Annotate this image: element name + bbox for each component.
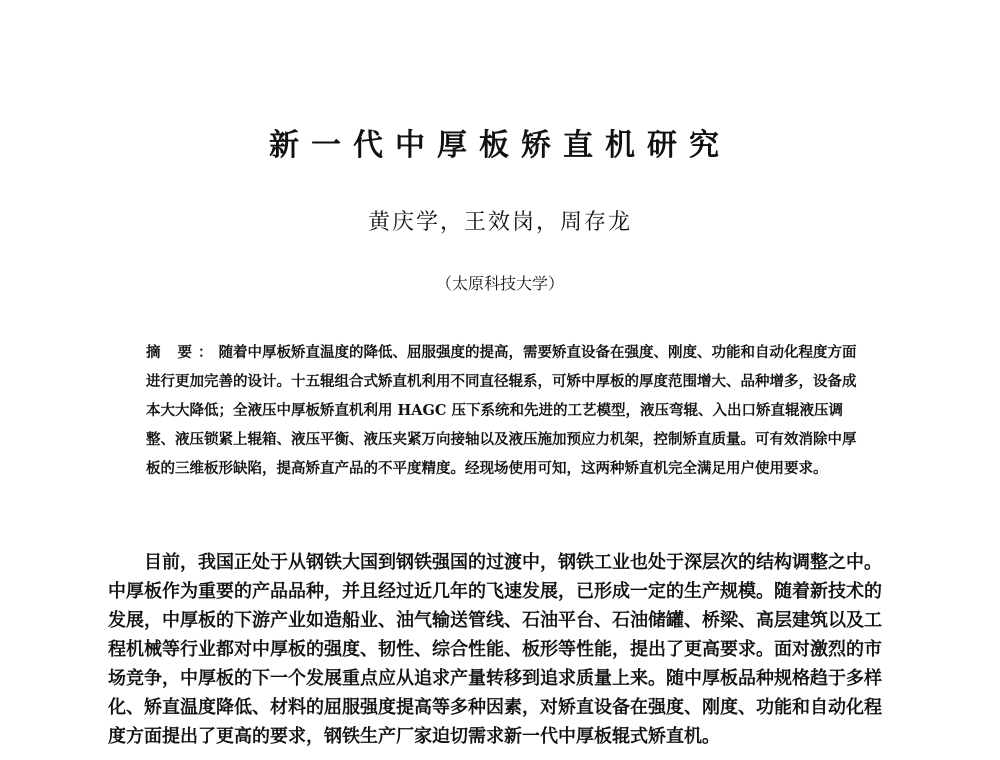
abstract-text: 随着中厚板矫直温度的降低、屈服强度的提高，需要矫直设备在强度、刚度、功能和自动化程度方面进行更加完善的设计。十五辊组合式矫直机利用不同直径辊系，可矫中厚板的厚度范围增大、品种增多，设备成本大大降低；全液压中厚板矫直机利用 HAGC 压下系统和先进的工艺模型，液压弯辊、入出口矫直辊液压调整、液压锁紧上辊箱、液压平衡、液压夹紧万向接轴以及液压施加预应力机架，控制矫直质量。可有效消除中厚板的三维板形缺陷，提高矫直产品的不平度精度。经现场使用可知，这两种矫直机完全满足用户使用要求。 — [146, 344, 857, 477]
paper-title: 新一代中厚板矫直机研究 — [269, 128, 731, 163]
abstract — [146, 338, 858, 483]
abstract-label: 摘 要： — [146, 344, 219, 361]
paper-authors: 黄庆学，王效岗，周存龙 — [367, 210, 632, 235]
paper-affiliation: （太原科技大学） — [435, 274, 564, 293]
body-paragraph: 目前，我国正处于从钢铁大国到钢铁强国的过渡中，钢铁工业也处于深层次的结构调整之中。中厚板作为重要的产品品种，并且经过近几年的飞速发展，已形成一定的生产规模。随着新技术的发展，中厚板的下游产业如造船业、油气输送管线、石油平台、石油储罐、桥梁、高层建筑以及工程机械等行业都对中厚板的强度、韧性、综合性能、板形等性能，提出了更高要求。面对激烈的市场竞争，中厚板的下一个发展重点应从追求产量转移到追求质量上来。随中厚板品种规格趋于多样化、矫直温度降低、材料的屈服强度提高等多种因素，对矫直设备在强度、刚度、功能和自动化程度方面提出了更高的要求，钢铁生产厂家迫切需求新一代中厚板辊式矫直机。 — [108, 552, 882, 747]
